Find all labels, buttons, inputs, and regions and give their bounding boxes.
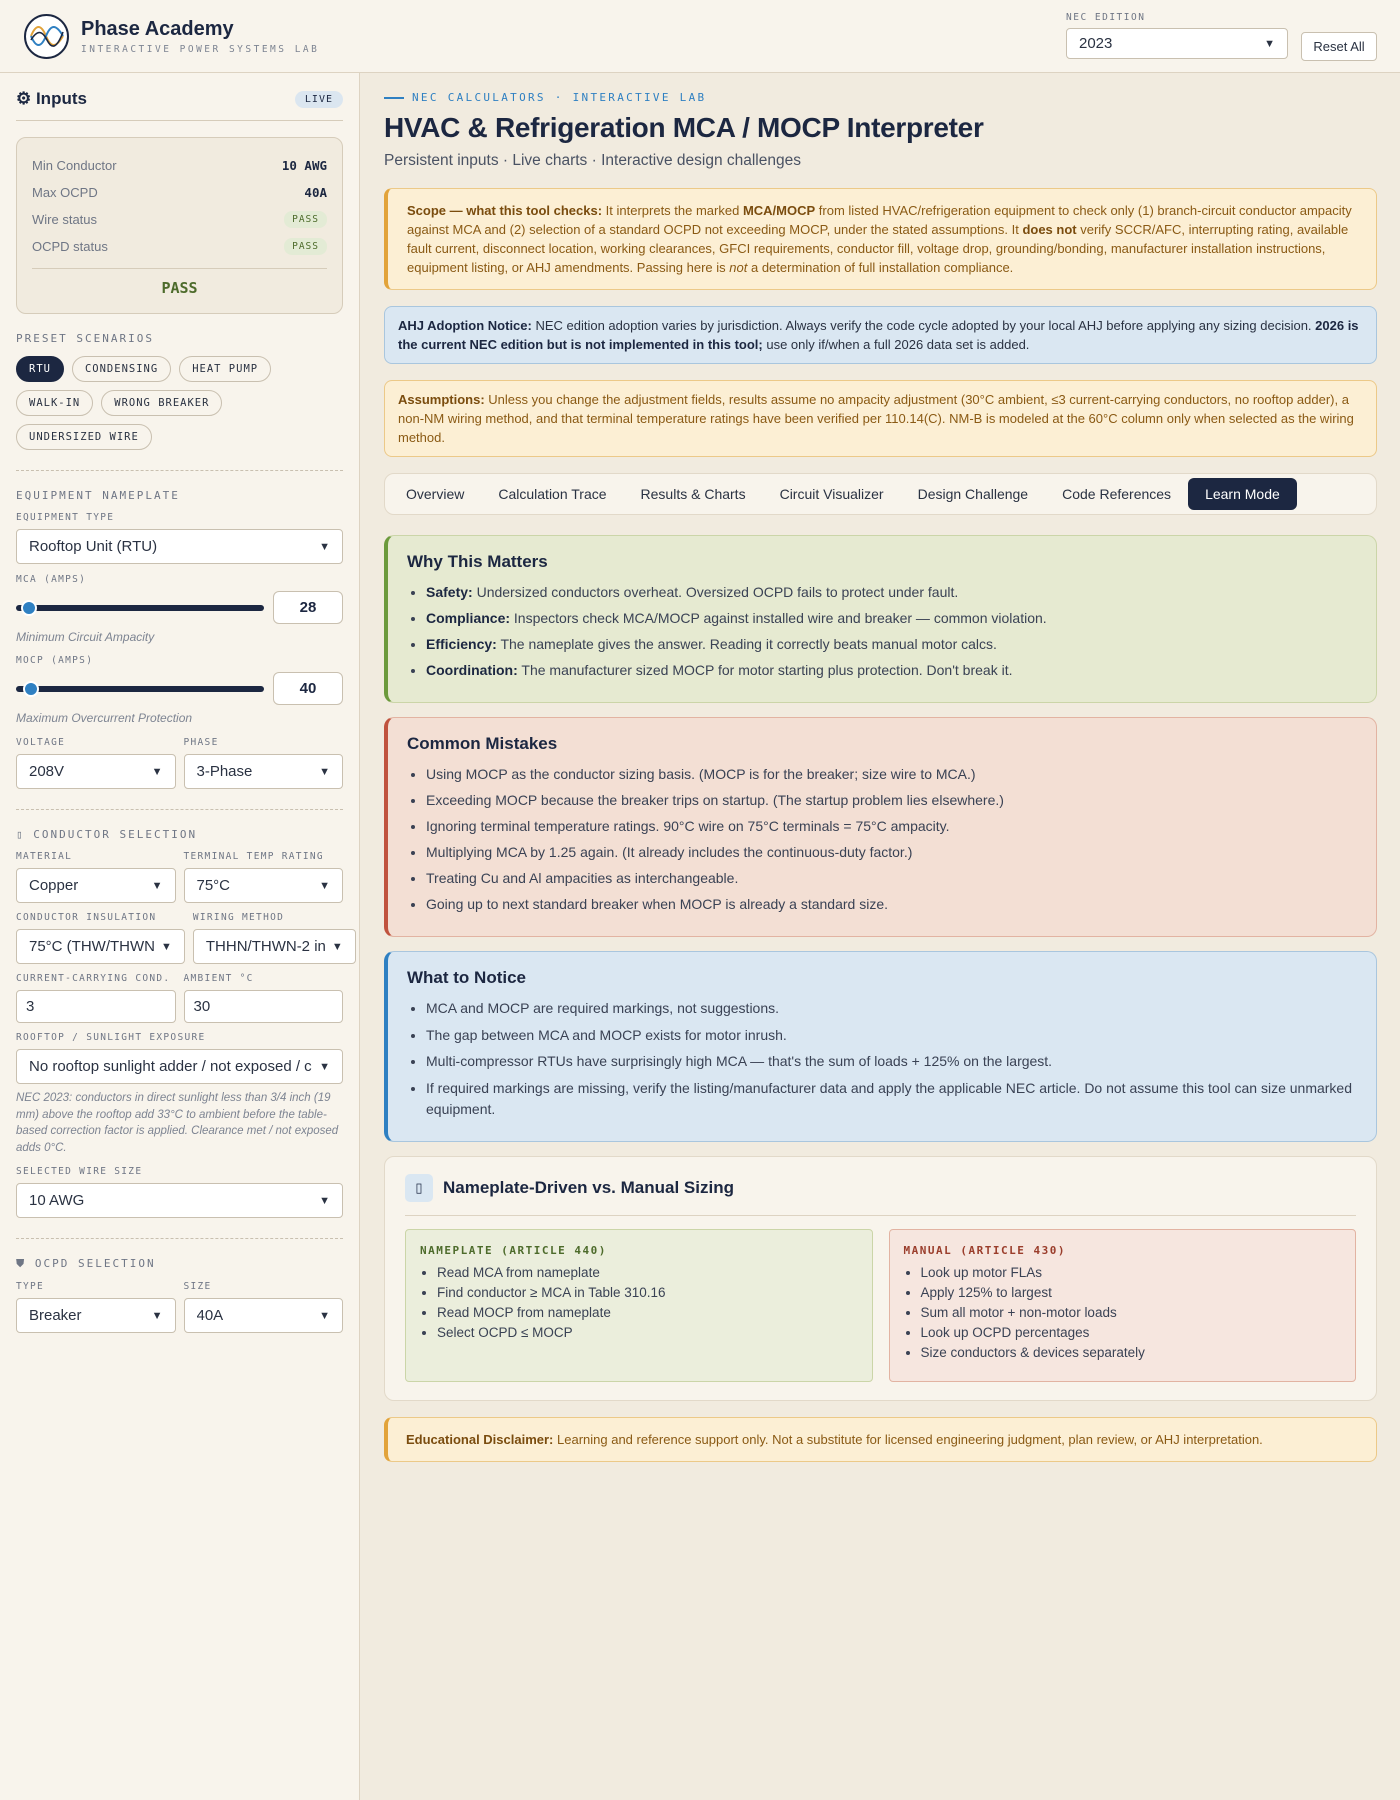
voltage-label: VOLTAGE — [16, 737, 66, 748]
item-lead: Compliance: — [426, 610, 511, 626]
page-subtitle: Persistent inputs · Live charts · Interactive design challenges — [384, 152, 801, 169]
item-lead: Safety: — [426, 584, 473, 600]
wire-size-label: SELECTED WIRE SIZE — [16, 1166, 143, 1177]
ahj-lead: AHJ Adoption Notice: — [398, 318, 532, 333]
mca-slider[interactable] — [16, 598, 264, 618]
nameplate-column-label: NAMEPLATE (ARTICLE 440) — [420, 1244, 607, 1257]
list-item: • Look up OCPD percentages — [921, 1323, 1342, 1343]
ocpd-status-label: OCPD status — [32, 239, 108, 254]
chevron-down-icon: ▼ — [331, 940, 343, 953]
preset-heat-pump[interactable]: HEAT PUMP — [179, 356, 271, 382]
voltage-select[interactable] — [16, 754, 176, 789]
item-lead: Efficiency: — [426, 636, 497, 652]
list-item: • MCA and MOCP are required markings, not suggestions. — [426, 998, 1358, 1019]
item-text: Undersized conductors overheat. Oversized OCPD fails to protect under fault. — [472, 584, 959, 600]
item-text: The manufacturer sized MOCP for motor starting plus protection. Don't break it. — [517, 662, 1013, 678]
result-summary — [16, 137, 343, 314]
mca-label: MCA (AMPS) — [16, 574, 87, 585]
conductor-section-title: ▯ CONDUCTOR SELECTION — [16, 828, 198, 841]
min-conductor-value: 10 AWG — [281, 158, 327, 173]
list-item: • Look up motor FLAs — [921, 1263, 1342, 1283]
rooftop-select[interactable] — [16, 1049, 343, 1084]
list-item — [426, 634, 1358, 655]
material-value: Copper — [29, 877, 79, 894]
equipment-type-select[interactable] — [16, 529, 343, 564]
inputs-title: ⚙ Inputs — [16, 89, 87, 108]
wire-status-label: Wire status — [32, 212, 98, 227]
list-item: • Read MOCP from nameplate — [437, 1303, 858, 1323]
insulation-label: CONDUCTOR INSULATION — [16, 912, 157, 923]
list-item: • The gap between MCA and MOCP exists for motor inrush. — [426, 1025, 1358, 1046]
scope-italic: not — [729, 260, 748, 275]
nameplate-column — [405, 1229, 873, 1382]
comparison-icon: ▯ — [405, 1174, 433, 1202]
list-item: • If required markings are missing, verify the listing/manufacturer data and apply the applicable NEC article. Do not assume this tool can size unmarked equipment. — [426, 1078, 1358, 1120]
educational-disclaimer — [384, 1417, 1377, 1462]
ocpd-type-value: Breaker — [29, 1307, 82, 1324]
list-item: • Read MCA from nameplate — [437, 1263, 858, 1283]
rooftop-label: ROOFTOP / SUNLIGHT EXPOSURE — [16, 1032, 206, 1043]
scope-bold-2: does not — [1022, 222, 1077, 237]
preset-list — [16, 356, 343, 450]
ahj-text-2: use only if/when a full 2026 data set is added. — [762, 337, 1030, 352]
page-title: HVAC & Refrigeration MCA / MOCP Interpreter — [384, 112, 984, 143]
list-item: • Using MOCP as the conductor sizing basis. (MOCP is for the breaker; size wire to MCA.) — [426, 764, 1358, 785]
tab-code-references[interactable]: Code References — [1062, 486, 1172, 502]
kicker-text: NEC CALCULATORS · INTERACTIVE LAB — [412, 91, 707, 104]
list-item: • Select OCPD ≤ MOCP — [437, 1323, 858, 1343]
list-item: • Multiplying MCA by 1.25 again. (It already includes the continuous-duty factor.) — [426, 842, 1358, 863]
chevron-down-icon: ▼ — [319, 1194, 330, 1207]
scope-text-3: verify SCCR/AFC, interrupting rating, available fault current, disconnect location, working clearances, GFCI requirements, conductor fill, voltage drop, grounding/bonding, manufacturer installation instructions, equipment listing, or AHJ amendments. Passing here is — [407, 222, 1349, 275]
ccc-label: CURRENT-CARRYING COND. — [16, 973, 171, 984]
terminal-temp-value: 75°C — [196, 877, 231, 894]
rooftop-note: NEC 2023: conductors in direct sunlight less than 3/4 inch (19 mm) above the rooftop add 33°C to ambient before the table-based correction factor is applied. Clearance met / not exposed adds 0°C. — [16, 1092, 339, 1154]
assumptions-text: Unless you change the adjustment fields, results assume no ampacity adjustment (30°C ambient, ≤3 current-carrying conductors, no rooftop adder), a non-NM wiring method, and that terminal temperature ratings have been verified per 110.14(C). NM-B is modeled at the 60°C column only when selected as the wiring method. — [398, 392, 1354, 445]
main-content — [361, 73, 1400, 1480]
phase-value: 3-Phase — [196, 763, 253, 780]
chevron-down-icon: ▼ — [160, 940, 172, 953]
ccc-input[interactable]: 3 — [16, 990, 176, 1023]
terminal-temp-select[interactable] — [184, 868, 344, 903]
terminal-temp-label: TERMINAL TEMP RATING — [183, 851, 324, 862]
mocp-help: Maximum Overcurrent Protection — [16, 711, 193, 725]
app-subtitle: INTERACTIVE POWER SYSTEMS LAB — [81, 43, 320, 55]
tab-results-charts[interactable]: Results & Charts — [640, 486, 746, 502]
edition-label: NEC EDITION — [1066, 12, 1146, 23]
ambient-label: AMBIENT °C — [183, 973, 254, 984]
preset-walk-in[interactable]: WALK-IN — [16, 390, 93, 416]
manual-column — [889, 1229, 1357, 1382]
phase-select[interactable] — [184, 754, 344, 789]
mocp-slider-handle[interactable] — [23, 681, 39, 697]
list-item — [426, 608, 1358, 629]
manual-column-label: MANUAL (ARTICLE 430) — [903, 1244, 1066, 1257]
chevron-down-icon: ▼ — [319, 1060, 330, 1073]
preset-undersized-wire[interactable]: UNDERSIZED WIRE — [16, 424, 152, 450]
wiring-method-select[interactable] — [193, 929, 356, 964]
scope-text-4: a determination of full installation compliance. — [747, 260, 1014, 275]
tab-design-challenge[interactable]: Design Challenge — [917, 486, 1029, 502]
edition-select[interactable] — [1066, 28, 1288, 59]
wiring-method-value: THHN/THWN-2 in — [205, 938, 326, 955]
preset-rtu[interactable]: RTU — [16, 356, 64, 382]
wire-status-badge: PASS — [284, 211, 327, 228]
list-item: • Sum all motor + non-motor loads — [921, 1303, 1342, 1323]
logo-icon — [24, 14, 69, 59]
ocpd-type-label: TYPE — [16, 1281, 45, 1292]
insulation-value: 75°C (THW/THWN — [29, 938, 155, 955]
reset-all-button[interactable]: Reset All — [1301, 32, 1377, 61]
scope-bold-1: MCA/MOCP — [742, 203, 816, 218]
list-item: • Going up to next standard breaker when MOCP is already a standard size. — [426, 894, 1358, 915]
wire-size-select[interactable] — [16, 1183, 343, 1218]
min-conductor-label: Min Conductor — [32, 158, 117, 173]
chevron-down-icon: ▼ — [151, 1309, 163, 1322]
mca-input[interactable]: 28 — [273, 591, 343, 624]
mca-slider-handle[interactable] — [21, 600, 37, 616]
app-header — [0, 0, 1400, 73]
ocpd-size-select[interactable] — [184, 1298, 344, 1333]
assumptions-notice — [384, 380, 1377, 457]
ocpd-size-value: 40A — [196, 1307, 224, 1324]
overall-status: PASS — [161, 279, 198, 297]
what-to-notice-title: What to Notice — [407, 968, 526, 987]
ahj-notice — [384, 306, 1377, 364]
rooftop-value: No rooftop sunlight adder / not exposed / c — [29, 1058, 312, 1075]
list-item: • Treating Cu and Al ampacities as interchangeable. — [426, 868, 1358, 889]
scope-text-2: from listed HVAC/refrigeration equipment to check only (1) branch-circuit conductor ampacity against MCA and (2) selection of a standard OCPD not exceeding MOCP, under the stated assumptions. It — [407, 203, 1352, 237]
why-matters-card — [384, 535, 1377, 703]
disclaimer-text: Learning and reference support only. Not a substitute for licensed engineering judgment, plan review, or AHJ interpretation. — [553, 1432, 1263, 1447]
edition-value: 2023 — [1079, 35, 1113, 52]
common-mistakes-title: Common Mistakes — [407, 734, 558, 753]
disclaimer-lead: Educational Disclaimer: — [406, 1432, 554, 1447]
comparison-title: Nameplate-Driven vs. Manual Sizing — [443, 1178, 734, 1197]
wire-size-value: 10 AWG — [29, 1192, 85, 1209]
tab-circuit-visualizer[interactable]: Circuit Visualizer — [779, 486, 884, 502]
list-item: • Multi-compressor RTUs have surprisingly high MCA — that's the sum of loads + 125% on the largest. — [426, 1051, 1358, 1072]
mca-help: Minimum Circuit Ampacity — [16, 630, 155, 644]
material-select[interactable] — [16, 868, 176, 903]
ahj-text-1: NEC edition adoption varies by jurisdiction. Always verify the code cycle adopted by your local AHJ before applying any sizing decision. — [531, 318, 1316, 333]
material-label: MATERIAL — [16, 851, 73, 862]
sizing-comparison-card — [384, 1156, 1377, 1401]
voltage-value: 208V — [29, 763, 65, 780]
scope-lead: Scope — what this tool checks: — [407, 203, 603, 218]
presets-label: PRESET SCENARIOS — [16, 332, 154, 345]
insulation-select[interactable] — [16, 929, 185, 964]
ocpd-section-title: ⛊ OCPD SELECTION — [16, 1257, 156, 1270]
list-item: • Ignoring terminal temperature ratings. 90°C wire on 75°C terminals = 75°C ampacity. — [426, 816, 1358, 837]
ambient-input[interactable]: 30 — [184, 990, 344, 1023]
preset-wrong-breaker[interactable]: WRONG BREAKER — [101, 390, 222, 416]
list-item: • Find conductor ≥ MCA in Table 310.16 — [437, 1283, 858, 1303]
chevron-down-icon: ▼ — [319, 1309, 330, 1322]
wiring-method-label: WIRING METHOD — [192, 912, 285, 923]
item-text: The nameplate gives the answer. Reading it correctly beats manual motor calcs. — [496, 636, 997, 652]
assumptions-lead: Assumptions: — [398, 392, 485, 407]
app-title: Phase Academy — [81, 17, 234, 40]
inputs-sidebar — [0, 73, 360, 1800]
list-item — [426, 582, 1358, 603]
tab-overview[interactable]: Overview — [406, 486, 465, 502]
ocpd-type-select[interactable] — [16, 1298, 176, 1333]
phase-label: PHASE — [183, 737, 219, 748]
preset-condensing[interactable]: CONDENSING — [72, 356, 171, 382]
mocp-slider[interactable] — [16, 679, 264, 699]
what-to-notice-card — [384, 951, 1377, 1142]
scope-notice — [384, 188, 1377, 290]
page-kicker — [384, 91, 1377, 104]
max-ocpd-label: Max OCPD — [32, 185, 98, 200]
chevron-down-icon: ▼ — [151, 879, 163, 892]
list-item: • Size conductors & devices separately — [921, 1343, 1342, 1363]
mocp-input[interactable]: 40 — [273, 672, 343, 705]
live-badge: LIVE — [295, 91, 343, 108]
scope-text-1: It interprets the marked — [602, 203, 743, 218]
why-matters-title: Why This Matters — [407, 552, 548, 571]
equipment-type-value: Rooftop Unit (RTU) — [29, 538, 158, 555]
ahj-bold: 2026 is the current NEC edition but is not implemented in this tool; — [398, 318, 1359, 352]
chevron-down-icon: ▼ — [1264, 37, 1275, 50]
list-item: • Exceeding MOCP because the breaker trips on startup. (The startup problem lies elsewhere.) — [426, 790, 1358, 811]
list-item: • Apply 125% to largest — [921, 1283, 1342, 1303]
tab-bar — [384, 473, 1377, 515]
max-ocpd-value: 40A — [304, 185, 327, 200]
chevron-down-icon: ▼ — [319, 540, 330, 553]
item-text: Inspectors check MCA/MOCP against installed wire and breaker — common violation. — [510, 610, 1047, 626]
chevron-down-icon: ▼ — [151, 765, 163, 778]
equipment-type-label: EQUIPMENT TYPE — [16, 512, 115, 523]
tab-learn-mode[interactable]: Learn Mode — [1188, 478, 1297, 510]
chevron-down-icon: ▼ — [319, 879, 330, 892]
item-lead: Coordination: — [426, 662, 518, 678]
chevron-down-icon: ▼ — [319, 765, 330, 778]
common-mistakes-card — [384, 717, 1377, 937]
list-item — [426, 660, 1358, 681]
mocp-label: MOCP (AMPS) — [16, 655, 94, 666]
nameplate-section-title: EQUIPMENT NAMEPLATE — [16, 489, 180, 502]
ocpd-status-badge: PASS — [284, 238, 327, 255]
tab-calculation-trace[interactable]: Calculation Trace — [498, 486, 607, 502]
ocpd-size-label: SIZE — [183, 1281, 212, 1292]
